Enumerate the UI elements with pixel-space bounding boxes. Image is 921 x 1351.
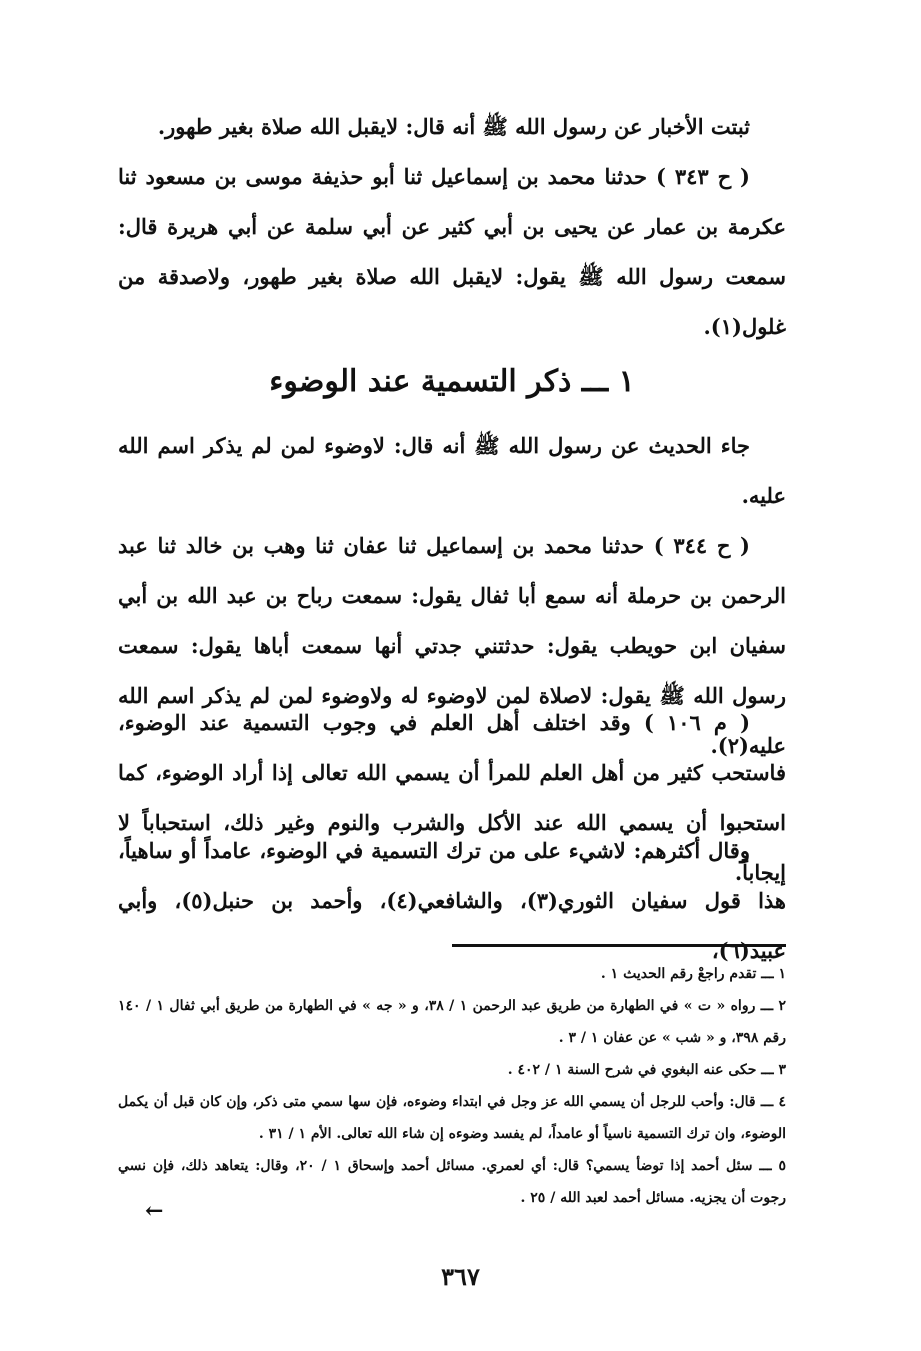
hadith-344-paragraph: ( ح ٣٤٤ ) حدثنا محمد بن إسماعيل ثنا عفان ثنا وهب بن خالد ثنا عبد الرحمن بن حرملة أنه سمع أبا ثفال يقول: سمعت رباح بن عبد الله بن أبي سفيان ابن حويطب يقول: حدثتني جدتي أنها سمعت أباها يقول: سمعت رسول الله ﷺ يقول: لاصلاة لمن لاوضوء له ولاوضوء لمن لم يذكر اسم الله عليه(٢). — [118, 533, 787, 758]
footnote-2: ٢ ـــ رواه « ت » في الطهارة من طريق عبد الرحمن ١ / ٣٨، و « جه » في الطهارة من طريق أبي ثفال ١ / ١٤٠ رقم ٣٩٨، و « شب » عن عفان ١ / ٣ . — [118, 998, 786, 1046]
continuation-arrow-icon: ← — [145, 1198, 164, 1224]
jaa-paragraph: جاء الحديث عن رسول الله ﷺ أنه قال: لاوضوء لمن لم يذكر اسم الله عليه. — [118, 433, 786, 508]
page-number: ٣٦٧ — [441, 1262, 480, 1291]
footnote-1: ١ ـــ تقدم راجعْ رقم الحديث ١ . — [600, 966, 786, 982]
hadith-343-paragraph: ( ح ٣٤٣ ) حدثنا محمد بن إسماعيل ثنا أبو حذيفة موسى بن مسعود ثنا عكرمة بن عمار عن يحيى بن أبي كثير عن أبي سلمة عن أبي هريرة قال: سمعت رسول الله ﷺ يقول: لايقبل الله صلاة بغير طهور، ولاصدقة من غلول(١). — [118, 164, 786, 339]
footnotes — [118, 958, 786, 1214]
qal-aktharuhum-paragraph: وقال أكثرهم: لاشيء على من ترك التسمية في الوضوء، عامداً أو ساهياً، هذا قول سفيان الثوري(٣)، والشافعي(٤)، وأحمد بن حنبل(٥)، وأبي عبيد(٦)، — [118, 838, 786, 963]
footnote-3: ٣ ـــ حكى عنه البغوي في شرح السنة ١ / ٤٠٢ . — [507, 1062, 786, 1078]
footnote-4: ٤ ـــ قال: وأحب للرجل أن يسمي الله عز وجل في ابتداء وضوءه، فإن سها سمي متى ذكر، وإن كان قبل أن يكمل الوضوء، وان ترك التسمية ناسياً أو عامداً، لم يفسد وضوءه إن شاء الله تعالى. الأم ١ / ٣١ . — [118, 1094, 786, 1142]
footnote-5: ٥ ـــ سئل أحمد إذا توضأ يسمي؟ قال: أي لعمري. مسائل أحمد وإسحاق ١ / ٢٠، وقال: يتعاهد ذلك، فإن نسي رجوت أن يجزيه. مسائل أحمد لعبد الله / ٢٥ . — [118, 1158, 786, 1206]
intro-paragraph: ثبتت الأخبار عن رسول الله ﷺ أنه قال: لايقبل الله صلاة بغير طهور. — [157, 114, 750, 139]
footnote-divider — [452, 944, 786, 947]
masala-106-paragraph: ( م ١٠٦ ) وقد اختلف أهل العلم في وجوب التسمية عند الوضوء، فاستحب كثير من أهل العلم للمرأ أن يسمي الله تعالى إذا أراد الوضوء، كما استحبوا أن يسمي الله عند الأكل والشرب والنوم وغير ذلك، استحباباً لا إيجاباً. — [118, 710, 786, 885]
section-title: ١ ـــ ذكر التسمية عند الوضوء — [269, 364, 635, 400]
